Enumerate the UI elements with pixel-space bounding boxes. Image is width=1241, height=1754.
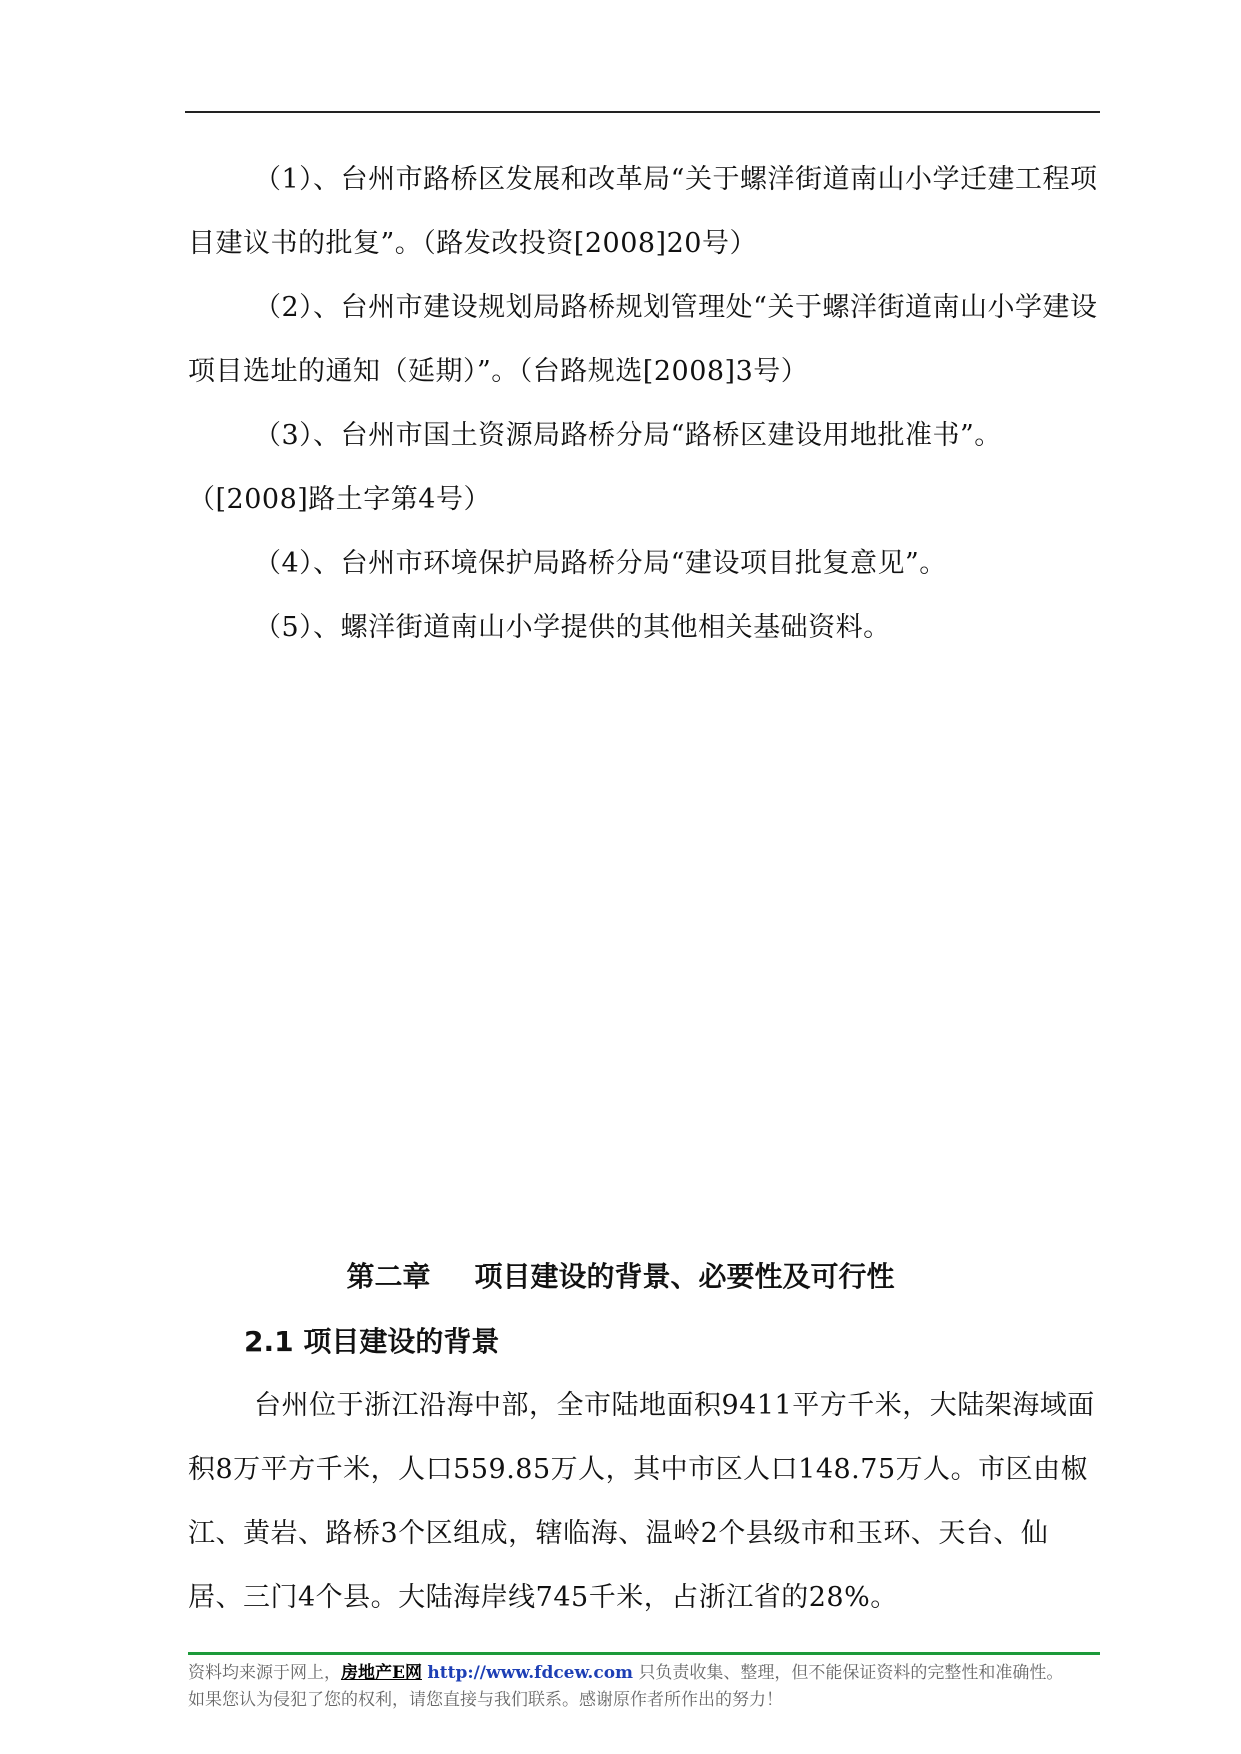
footer-url-link[interactable]: http://www.fdcew.com xyxy=(427,1663,634,1683)
footer-prefix: 资料均来源于网上， xyxy=(188,1663,341,1683)
chapter-title: 项目建设的背景、必要性及可行性 xyxy=(474,1260,895,1293)
reference-item-1: （1）、台州市路桥区发展和改革局“关于螺洋街道南山小学迁建工程项目建议书的批复”。（路发改投资[2008]20号） xyxy=(188,164,1098,259)
reference-item-2: （2）、台州市建设规划局路桥规划管理处“关于螺洋街道南山小学建设项目选址的通知（延期）”。（台路规选[2008]3号） xyxy=(188,292,1098,387)
footer-brand-link[interactable]: 房地产E网 xyxy=(341,1663,422,1683)
chapter-heading xyxy=(0,1255,1241,1295)
chapter-number: 第二章 xyxy=(346,1260,431,1293)
section-heading: 2.1 项目建设的背景 xyxy=(244,1325,500,1358)
footer-disclaimer xyxy=(188,1660,1118,1714)
body-paragraph: 台州位于浙江沿海中部，全市陆地面积9411平方千米，大陆架海域面积8万平方千米，人口559.85万人，其中市区人口148.75万人。市区由椒江、黄岩、路桥3个区组成，辖临海、温岭2个县级市和玉环、天台、仙居、三门4个县。大陆海岸线745千米，占浙江省的28%。 xyxy=(188,1390,1095,1613)
reference-item-3: （3）、台州市国土资源局路桥分局“路桥区建设用地批准书”。（[2008]路土字第4号） xyxy=(188,420,1002,515)
footer-rule xyxy=(188,1652,1100,1655)
footer-suffix: 只负责收集、整理，但不能保证资料的完整性和准确性。 xyxy=(638,1663,1064,1683)
header-rule xyxy=(185,111,1100,113)
footer-line-2: 如果您认为侵犯了您的权利，请您直接与我们联系。感谢原作者所作出的努力！ xyxy=(188,1690,783,1710)
reference-item-5: （5）、螺洋街道南山小学提供的其他相关基础资料。 xyxy=(254,612,891,643)
reference-item-4: （4）、台州市环境保护局路桥分局“建设项目批复意见”。 xyxy=(254,548,947,579)
